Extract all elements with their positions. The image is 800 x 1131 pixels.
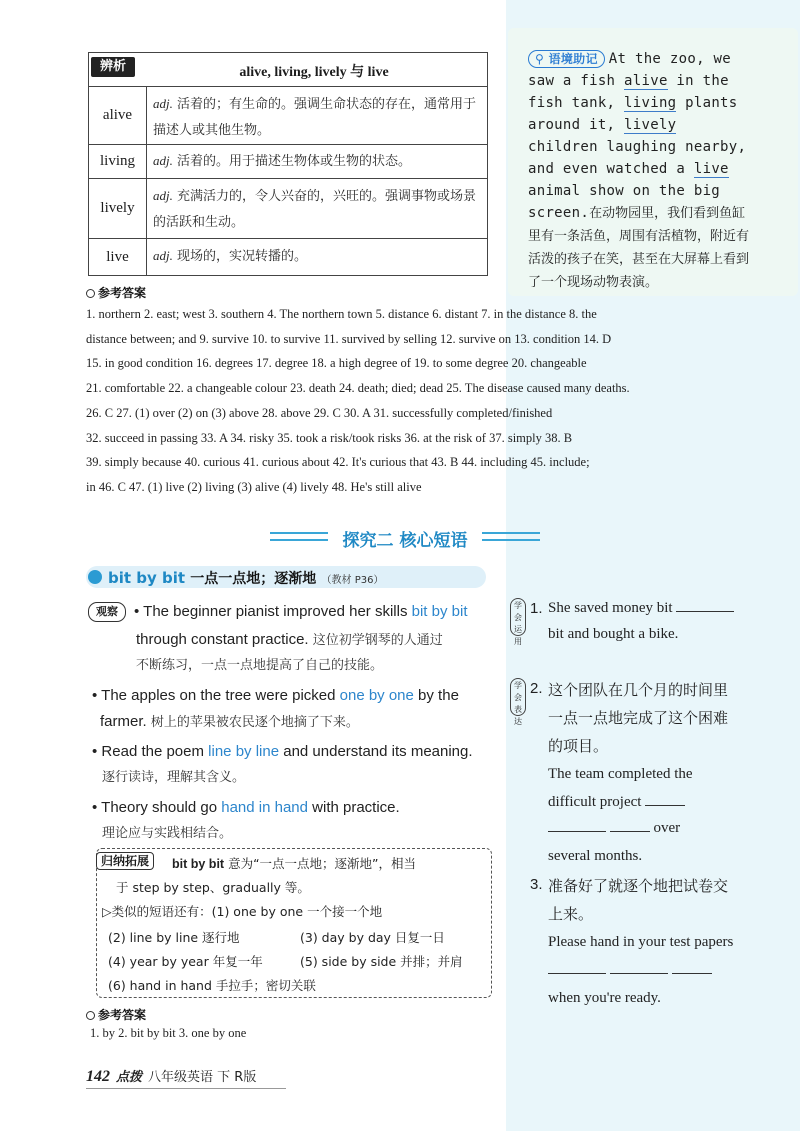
example-text: through constant practice.: [136, 631, 309, 648]
question-chinese: 准备好了就逐个地把试卷交: [548, 877, 729, 895]
vocab-table-title: alive, living, lively 与 live: [239, 65, 389, 80]
section-title: 探究二 核心短语: [342, 531, 468, 551]
vocab-comparison-table: [88, 52, 488, 276]
memory-text: animal show on the big screen.: [528, 183, 721, 221]
example-text: Read the poem: [101, 743, 204, 760]
part-of-speech: adj.: [153, 153, 173, 168]
answer-dot-icon: [86, 289, 95, 298]
answer-line: 32. succeed in passing 33. A 34. risky 35. took a risk/took risks 36. at the risk of 37. simply 38. B: [86, 430, 573, 445]
section-rule-right: [482, 532, 540, 541]
vocab-word: alive: [89, 87, 147, 144]
example-text: The apples on the tree were picked: [101, 687, 336, 704]
example-sentence-continued: [136, 630, 443, 651]
example-text: The beginner pianist improved her skills: [143, 603, 408, 620]
answers-list: 1. by 2. bit by bit 3. one by one: [90, 1026, 247, 1040]
example-text: Theory should go: [101, 799, 218, 816]
example-translation: 逐行读诗，理解其含义。: [102, 770, 246, 785]
example-translation: 不断练习，一点一点地提高了自己的技能。: [136, 658, 384, 673]
phrase-chinese: 一点一点地；逐渐地: [190, 571, 317, 587]
question-chinese: 这个团队在几个月的时间里: [548, 681, 729, 699]
keyword-alive: alive: [624, 73, 668, 89]
answers-heading-label: 参考答案: [98, 286, 147, 300]
question-chinese: 一点一点地完成了这个困难: [548, 709, 729, 727]
question-part: difficult project: [548, 794, 642, 810]
question-number: 3.: [530, 876, 543, 893]
question-text: [548, 594, 734, 622]
summary-line: (6) hand in hand 手拉手；密切关联: [108, 978, 316, 993]
footer-divider: [86, 1088, 286, 1089]
page-number: 142: [86, 1068, 110, 1085]
textbook-reference: （教材 P36）: [321, 575, 384, 586]
question-text: when you're ready.: [548, 990, 661, 1006]
question-text: several months.: [548, 848, 643, 864]
summary-line: (3) day by day 日复一日: [300, 930, 445, 945]
vocab-row: [89, 87, 487, 145]
definition-text: 活着的。用于描述生物体或生物的状态。: [177, 154, 412, 169]
vocab-word: living: [89, 145, 147, 178]
phrase-bullet-icon: [88, 570, 102, 584]
example-sentence: • The apples on the tree were picked one by one by the: [92, 687, 459, 704]
question-chinese: 的项目。: [548, 737, 609, 755]
part-of-speech: adj.: [153, 188, 173, 203]
answer-blank[interactable]: [610, 960, 668, 974]
answer-line: 1. northern 2. east; west 3. southern 4. The northern town 5. distance 6. distant 7. in the distance 8. the: [86, 307, 597, 321]
answers-heading-label: 参考答案: [98, 1008, 147, 1022]
answer-line: 21. comfortable 22. a changeable colour 23. death 24. death; died; dead 25. The disease caused many deaths.: [86, 381, 630, 396]
question-text: [548, 788, 685, 816]
brand-name: 点拨: [116, 1070, 143, 1085]
example-sentence-continued: [100, 712, 359, 733]
example-highlight: line by line: [208, 743, 280, 760]
example-text: with practice.: [312, 799, 400, 816]
answer-blank[interactable]: [610, 818, 650, 832]
summary-line: 于 step by step、gradually 等。: [116, 880, 310, 895]
example-sentence: • Theory should go hand in hand with practice.: [92, 799, 400, 816]
question-text: [548, 956, 712, 984]
definition-text: 现场的，实况转播的。: [177, 249, 308, 264]
apply-tag: 学会运用: [510, 598, 526, 636]
summary-line: [172, 854, 416, 874]
definition-text: 充满活力的，令人兴奋的，兴旺的。强调事物或场景的活跃和生动。: [153, 189, 477, 230]
summary-line: ▷类似的短语还有：(1) one by one 一个接一个地: [102, 904, 383, 919]
answer-blank[interactable]: [676, 598, 734, 612]
express-tag: 学会表达: [510, 678, 526, 716]
vocab-word: lively: [89, 179, 147, 238]
memory-note-tag-label: 语境助记: [548, 52, 598, 66]
example-translation: 理论应与实践相结合。: [102, 826, 233, 841]
section-rule-left: [270, 532, 328, 541]
magnifier-icon: ⚲: [535, 52, 545, 66]
memory-text: children laughing nearby, and even watched a: [528, 139, 747, 177]
example-highlight: hand in hand: [221, 799, 308, 816]
phrase-header: [108, 568, 383, 588]
question-number: 1.: [530, 600, 543, 617]
vocab-row: [89, 145, 487, 179]
memory-note: [528, 48, 750, 294]
question-part: She saved money bit: [548, 600, 673, 616]
answer-line: 39. simply because 40. curious 41. curious about 42. It's curious that 43. B 44. including 45. include;: [86, 455, 590, 470]
memory-text: plants around it,: [528, 95, 738, 133]
vocab-definition: [153, 91, 481, 144]
phrase-english: bit by bit: [108, 569, 186, 587]
summary-line: (2) line by line 逐行地: [108, 930, 240, 945]
question-part: over: [653, 820, 681, 836]
example-highlight: one by one: [339, 687, 414, 704]
analysis-tag: 辨析: [91, 57, 135, 77]
question-text: Please hand in your test papers: [548, 934, 734, 950]
question-number: 2.: [530, 680, 543, 697]
summary-line: (5) side by side 并排；并肩: [300, 954, 463, 969]
memory-chinese: 在动物园里，我们看到鱼缸里有一条活鱼，周围有活植物，附近有活泼的孩子在笑，甚至在大屏幕上看到了一个现场动物表演。: [528, 206, 750, 290]
summary-phrase: bit by bit: [172, 857, 225, 871]
book-title: 八年级英语 下 R版: [148, 1070, 257, 1085]
section-header: [270, 526, 540, 550]
answer-line: 15. in good condition 16. degrees 17. degree 18. a high degree of 19. to some degree 20. changeable: [86, 356, 587, 371]
answers-heading: [86, 1006, 146, 1023]
memory-note-tag: [528, 50, 605, 68]
vocab-definition: [153, 243, 481, 270]
example-text: farmer.: [100, 713, 147, 730]
answer-blank[interactable]: [548, 960, 606, 974]
observe-tag: 观察: [88, 602, 126, 622]
question-chinese: 上来。: [548, 905, 594, 923]
question-text: The team completed the: [548, 766, 693, 782]
answer-line: distance between; and 9. survive 10. to survive 11. survived by selling 12. survive on 13. condition 14. D: [86, 331, 612, 346]
summary-line: (4) year by year 年复一年: [108, 954, 263, 969]
vocab-definition: [153, 148, 481, 175]
vocab-definition: [153, 183, 481, 236]
answers-heading: [86, 284, 146, 301]
vocab-row: [89, 179, 487, 239]
vocab-row: [89, 239, 487, 275]
example-highlight: bit by bit: [411, 603, 468, 620]
example-text: and understand its meaning.: [283, 743, 473, 760]
keyword-living: living: [624, 95, 677, 111]
example-translation: 这位初学钢琴的人通过: [312, 633, 443, 648]
answer-line: 26. C 27. (1) over (2) on (3) above 28. above 29. C 30. A 31. successfully completed/finished: [86, 405, 553, 420]
vocab-word: live: [89, 239, 147, 275]
memory-text: At the zoo, we saw a fish: [528, 51, 731, 89]
definition-text: 活着的；有生命的。强调生命状态的存在，通常用于描述人或其他生物。: [153, 97, 477, 138]
memory-text: in the fish tank,: [528, 73, 729, 111]
part-of-speech: adj.: [153, 248, 173, 263]
example-sentence: • The beginner pianist improved her skills bit by bit: [134, 603, 468, 620]
answer-blank[interactable]: [645, 792, 685, 806]
keyword-lively: lively: [624, 117, 677, 133]
answer-dot-icon: [86, 1011, 95, 1020]
vocab-table-header: [89, 53, 487, 87]
question-text: bit and bought a bike.: [548, 626, 679, 642]
keyword-live: live: [693, 161, 729, 177]
page-footer: [86, 1066, 256, 1086]
question-text: [548, 814, 680, 842]
example-sentence: • Read the poem line by line and understand its meaning.: [92, 743, 473, 760]
answer-blank[interactable]: [548, 818, 606, 832]
part-of-speech: adj.: [153, 96, 173, 111]
example-text: by the: [418, 687, 459, 704]
example-translation: 树上的苹果被农民逐个地摘了下来。: [150, 715, 359, 730]
summary-text: 意为“一点一点地；逐渐地”，相当: [228, 856, 417, 871]
summary-tag: 归纳拓展: [96, 852, 154, 870]
answers-list: [86, 302, 746, 500]
answer-blank[interactable]: [672, 960, 712, 974]
answer-line: in 46. C 47. (1) live (2) living (3) alive (4) lively 48. He's still alive: [86, 479, 422, 494]
